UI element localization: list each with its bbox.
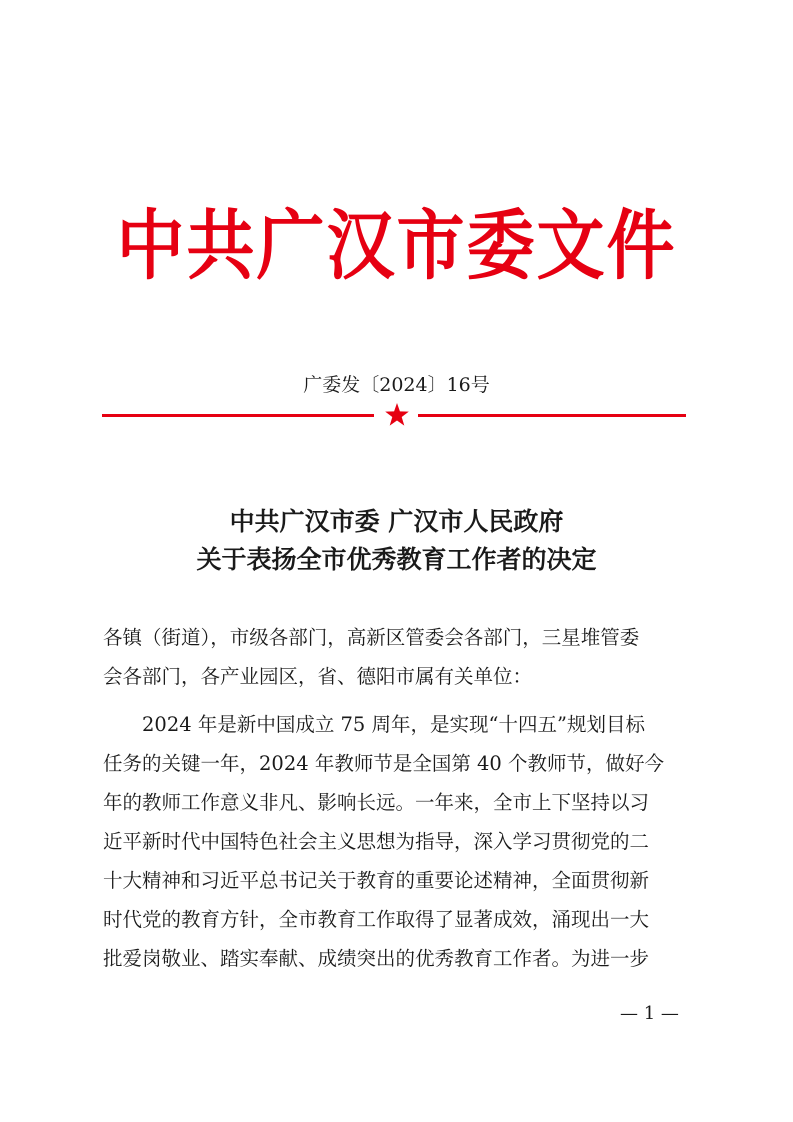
recipients-line: 各镇（街道），市级各部门，高新区管委会各部门，三星堆管委: [103, 626, 640, 649]
body-paragraph-line: 十大精神和习近平总书记关于教育的重要论述精神，全面贯彻新: [103, 869, 650, 892]
body-paragraph-line: 2024 年是新中国成立 75 周年，是实现“十四五”规划目标: [103, 713, 645, 736]
body-paragraph-line: 批爱岗敬业、踏实奉献、成绩突出的优秀教育工作者。为进一步: [103, 947, 650, 970]
page-number: — 1 —: [620, 1003, 679, 1024]
body-paragraph-line: 时代党的教育方针，全市教育工作取得了显著成效，涌现出一大: [103, 908, 650, 931]
body-paragraph-line: 任务的关键一年，2024 年教师节是全国第 40 个教师节，做好今: [103, 752, 665, 775]
document-header-title: 中共广汉市委文件: [116, 201, 677, 291]
document-number: 广委发〔2024〕16号: [303, 374, 490, 396]
document-title-line-1: 中共广汉市委 广汉市人民政府: [229, 507, 564, 536]
recipients-line: 会各部门，各产业园区，省、德阳市属有关单位：: [103, 665, 533, 688]
body-paragraph-line: 近平新时代中国特色社会主义思想为指导，深入学习贯彻党的二: [103, 830, 650, 853]
red-star-icon: [384, 402, 410, 428]
red-divider-right: [418, 414, 686, 417]
red-divider-left: [102, 414, 374, 417]
body-paragraph-line: 年的教师工作意义非凡、影响长远。一年来，全市上下坚持以习: [103, 791, 650, 814]
document-title-line-2: 关于表扬全市优秀教育工作者的决定: [196, 545, 597, 574]
